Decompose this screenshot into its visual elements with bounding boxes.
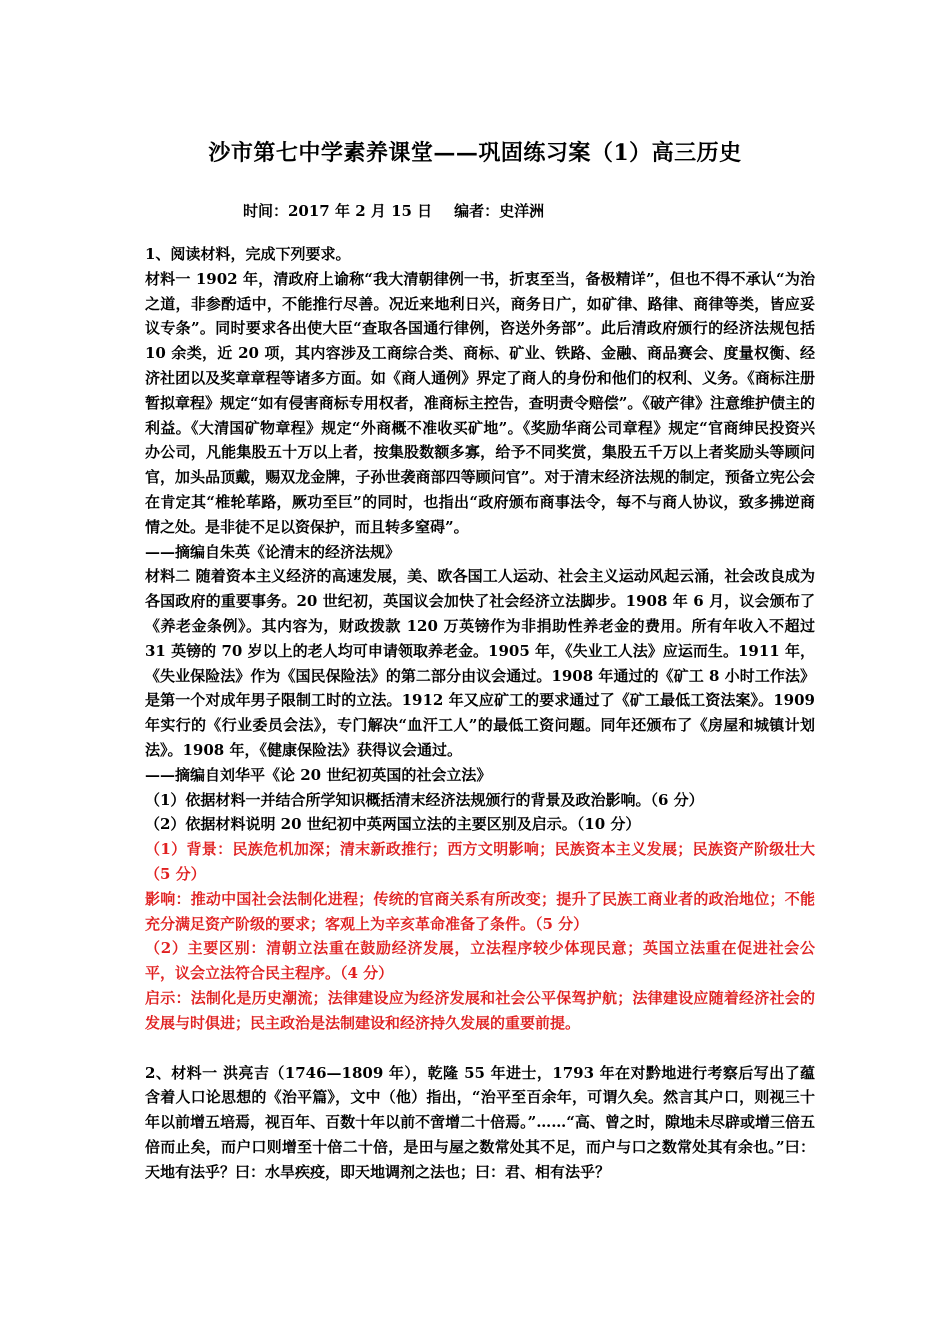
- material-2-paragraph: 材料二 随着资本主义经济的高速发展，美、欧各国工人运动、社会主义运动风起云涌，社会改良成为各国政府的重要事务。20 世纪初，英国议会加快了社会经济立法脚步。1908 年 6 月，议会颁布了《养老金条例》。其内容为，财政拨款 120 万英镑作为非捐助性养老金的费用。所有年收入不超过 31 英镑的 70 岁以上的老人均可申请领取养老金。1905 年，《失业工人法》应运而生。1911 年，《失业保险法》作为《国民保险法》的第二部分由议会通过。1908 年通过的《矿工 8 小时工作法》是第一个对成年男子限制工时的立法。1912 年又应矿工的要求通过了《矿工最低工资法案》。1909 年实行的《行业委员会法》，专门解决“血汗工人”的最低工资问题。同年还颁布了《房屋和城镇计划法》。1908 年，《健康保险法》获得议会通过。: [145, 567, 815, 759]
- answer-influence: 影响：推动中国社会法制化进程；传统的官商关系有所改变；提升了民族工商业者的政治地位；不能充分满足资产阶级的要求；客观上为辛亥革命准备了条件。（5 分）: [145, 889, 815, 933]
- answer-background: （1）背景：民族危机加深；清末新政推行；西方文明影响；民族资本主义发展；民族资产阶级壮大（5 分）: [145, 840, 815, 883]
- meta-line: [243, 200, 544, 221]
- answer-inspiration: 启示：法制化是历史潮流；法律建设应为经济发展和社会公平保驾护航；法律建设应随着经济社会的发展与时俱进；民主政治是法制建设和经济持久发展的重要前提。: [145, 988, 815, 1032]
- document-body: [145, 242, 815, 1184]
- material-1-paragraph: 材料一 1902 年，清政府上谕称“我大清朝律例一书，折衷至当，备极精详”，但也不得不承认“为治之道，非参酌适中，不能推行尽善。况近来地利日兴，商务日广，如矿律、路律、商律等类，皆应妥议专条”。同时要求各出使大臣“查取各国通行律例，咨送外务部”。此后清政府颁行的经济法规包括 10 余类，近 20 项，其内容涉及工商综合类、商标、矿业、铁路、金融、商品赛会、度量权衡、经济社团以及奖章章程等诸多方面。如《商人通例》界定了商人的身份和他们的权利、义务。《商标注册暂拟章程》规定“如有侵害商标专用权者，准商标主控告，查明责令赔偿”。《破产律》注意维护债主的利益。《大清国矿物章程》规定“外商概不准收买矿地”。《奖励华商公司章程》规定“官商绅民投资兴办公司，凡能集股五十万以上者，按集股数额多寡，给予不同奖赏，集股五千万以上者奖励头等顾问官，加头品顶戴，赐双龙金牌，子孙世袭商部四等顾问官”。对于清末经济法规的制定，预备立宪公会在肯定其“椎轮荜路，厥功至巨”的同时，也指出“政府颁布商事法令，每不与商人协议，致多拂逆商情之处。是非徒不足以资保护，而且转多窒碍”。: [145, 269, 815, 536]
- material-2-source: ——摘编自刘华平《论 20 世纪初英国的社会立法》: [145, 765, 492, 784]
- editor-text: 编者：史洋洲: [454, 202, 545, 220]
- page-title: 沙市第七中学素养课堂——巩固练习案（1）高三历史: [208, 140, 742, 166]
- answer-difference: （2）主要区别：清朝立法重在鼓励经济发展，立法程序较少体现民意；英国立法重在促进社会公平，议会立法符合民主程序。（4 分）: [145, 939, 815, 983]
- question-1-part-1: （1）依据材料一并结合所学知识概括清末经济法规颁行的背景及政治影响。（6 分）: [145, 790, 704, 809]
- date-text: 时间：2017 年 2 月 15 日: [243, 202, 433, 220]
- section-spacer: [145, 1036, 815, 1061]
- question-1-part-2: （2）依据材料说明 20 世纪初中英两国立法的主要区别及启示。（10 分）: [145, 815, 641, 834]
- material-1-source: ——摘编自朱英《论清末的经济法规》: [145, 542, 401, 561]
- question-2-material-1: 2、材料一 洪亮吉（1746—1809 年），乾隆 55 年进士，1793 年在对黔地进行考察后写出了蕴含着人口论思想的《治平篇》，文中（他）指出，“治平至百余年，可谓久矣。然言其户口，则视三十年以前增五培焉，视百年、百数十年以前不啻增二十倍焉。”……“高、曾之时，隙地未尽辟或增三倍五倍而止矣，而户口则增至十倍二十倍，是田与屋之数常处其不足，而户与口之数常处其有余也。”曰：天地有法乎？曰：水旱疾疫，即天地调剂之法也；曰：君、相有法乎？: [145, 1063, 815, 1181]
- question-1-heading: 1、阅读材料，完成下列要求。: [145, 245, 351, 263]
